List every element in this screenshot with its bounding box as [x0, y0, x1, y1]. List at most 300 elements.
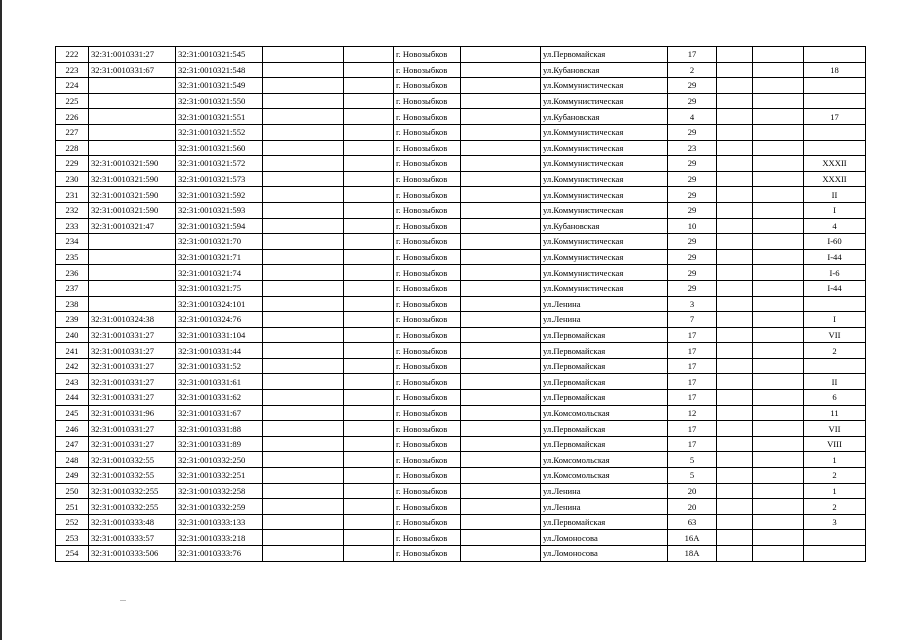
cadastral-number-cell: 32:31:0010333:218 [176, 530, 263, 546]
empty-cell [263, 514, 344, 530]
empty-cell [263, 171, 344, 187]
street-cell: ул.Первомайская [541, 47, 668, 63]
house-number-cell: 29 [668, 156, 717, 172]
house-number-cell: 5 [668, 468, 717, 484]
parent-cadastral-number-cell [89, 280, 176, 296]
empty-cell [461, 421, 541, 437]
table-row [56, 234, 866, 250]
house-number-cell: 29 [668, 280, 717, 296]
city-cell: г. Новозыбков [394, 62, 461, 78]
mark-cell [753, 405, 804, 421]
city-cell: г. Новозыбков [394, 234, 461, 250]
apartment-number-cell: II [804, 187, 866, 203]
empty-cell [461, 327, 541, 343]
cadastral-number-cell: 32:31:0010321:74 [176, 265, 263, 281]
table-row [56, 78, 866, 94]
row-number-cell: 223 [56, 62, 89, 78]
city-cell: г. Новозыбков [394, 93, 461, 109]
mark-cell [753, 327, 804, 343]
row-number-cell: 233 [56, 218, 89, 234]
street-cell: ул.Коммунистическая [541, 171, 668, 187]
street-cell: ул.Первомайская [541, 374, 668, 390]
city-cell: г. Новозыбков [394, 109, 461, 125]
table-row [56, 218, 866, 234]
cadastral-number-cell: 32:31:0010321:552 [176, 124, 263, 140]
empty-cell [263, 265, 344, 281]
empty-cell [263, 452, 344, 468]
row-number-cell: 246 [56, 421, 89, 437]
empty-cell [263, 358, 344, 374]
row-number-cell: 249 [56, 468, 89, 484]
city-cell: г. Новозыбков [394, 78, 461, 94]
house-number-cell: 7 [668, 312, 717, 328]
mark-cell [753, 249, 804, 265]
row-number-cell: 227 [56, 124, 89, 140]
parent-cadastral-number-cell: 32:31:0010321:47 [89, 218, 176, 234]
empty-cell [344, 468, 394, 484]
city-cell: г. Новозыбков [394, 124, 461, 140]
mark-cell [753, 436, 804, 452]
table-row [56, 514, 866, 530]
house-number-cell: 23 [668, 140, 717, 156]
mark-cell [753, 234, 804, 250]
empty-cell [717, 234, 753, 250]
row-number-cell: 236 [56, 265, 89, 281]
empty-cell [461, 405, 541, 421]
row-number-cell: 245 [56, 405, 89, 421]
table-row [56, 358, 866, 374]
city-cell: г. Новозыбков [394, 374, 461, 390]
empty-cell [461, 78, 541, 94]
empty-cell [263, 296, 344, 312]
street-cell: ул.Ленина [541, 312, 668, 328]
empty-cell [717, 202, 753, 218]
parent-cadastral-number-cell: 32:31:0010331:27 [89, 343, 176, 359]
mark-cell [753, 187, 804, 203]
empty-cell [263, 234, 344, 250]
parent-cadastral-number-cell [89, 93, 176, 109]
empty-cell [344, 546, 394, 562]
empty-cell [263, 249, 344, 265]
table-row [56, 312, 866, 328]
table-row [56, 124, 866, 140]
empty-cell [263, 483, 344, 499]
row-number-cell: 243 [56, 374, 89, 390]
empty-cell [717, 327, 753, 343]
city-cell: г. Новозыбков [394, 546, 461, 562]
city-cell: г. Новозыбков [394, 327, 461, 343]
row-number-cell: 235 [56, 249, 89, 265]
mark-cell [753, 514, 804, 530]
house-number-cell: 17 [668, 343, 717, 359]
empty-cell [263, 78, 344, 94]
table-row [56, 156, 866, 172]
empty-cell [717, 436, 753, 452]
empty-cell [717, 93, 753, 109]
empty-cell [263, 499, 344, 515]
empty-cell [461, 390, 541, 406]
table-row [56, 109, 866, 125]
house-number-cell: 29 [668, 234, 717, 250]
empty-cell [344, 390, 394, 406]
empty-cell [461, 47, 541, 63]
apartment-number-cell: 2 [804, 499, 866, 515]
street-cell: ул.Первомайская [541, 327, 668, 343]
empty-cell [263, 140, 344, 156]
row-number-cell: 242 [56, 358, 89, 374]
street-cell: ул.Ленина [541, 483, 668, 499]
apartment-number-cell [804, 47, 866, 63]
mark-cell [753, 530, 804, 546]
empty-cell [717, 514, 753, 530]
city-cell: г. Новозыбков [394, 296, 461, 312]
mark-cell [753, 468, 804, 484]
mark-cell [753, 296, 804, 312]
house-number-cell: 3 [668, 296, 717, 312]
empty-cell [263, 405, 344, 421]
empty-cell [461, 187, 541, 203]
empty-cell [717, 546, 753, 562]
mark-cell [753, 280, 804, 296]
house-number-cell: 29 [668, 124, 717, 140]
row-number-cell: 224 [56, 78, 89, 94]
city-cell: г. Новозыбков [394, 140, 461, 156]
empty-cell [461, 249, 541, 265]
city-cell: г. Новозыбков [394, 343, 461, 359]
registry-body [56, 47, 866, 562]
mark-cell [753, 156, 804, 172]
apartment-number-cell: I [804, 202, 866, 218]
empty-cell [344, 234, 394, 250]
empty-cell [717, 109, 753, 125]
parent-cadastral-number-cell: 32:31:0010331:67 [89, 62, 176, 78]
empty-cell [344, 124, 394, 140]
row-number-cell: 222 [56, 47, 89, 63]
parent-cadastral-number-cell: 32:31:0010332:255 [89, 483, 176, 499]
empty-cell [461, 218, 541, 234]
table-row [56, 280, 866, 296]
mark-cell [753, 218, 804, 234]
empty-cell [344, 296, 394, 312]
mark-cell [753, 78, 804, 94]
street-cell: ул.Коммунистическая [541, 124, 668, 140]
empty-cell [263, 124, 344, 140]
cadastral-number-cell: 32:31:0010321:550 [176, 93, 263, 109]
empty-cell [717, 265, 753, 281]
cadastral-number-cell: 32:31:0010331:67 [176, 405, 263, 421]
mark-cell [753, 202, 804, 218]
scan-artifact [120, 600, 126, 601]
empty-cell [344, 280, 394, 296]
cadastral-number-cell: 32:31:0010321:572 [176, 156, 263, 172]
empty-cell [461, 124, 541, 140]
empty-cell [461, 62, 541, 78]
parent-cadastral-number-cell: 32:31:0010321:590 [89, 171, 176, 187]
empty-cell [717, 343, 753, 359]
parent-cadastral-number-cell: 32:31:0010331:27 [89, 390, 176, 406]
cadastral-number-cell: 32:31:0010332:259 [176, 499, 263, 515]
table-row [56, 296, 866, 312]
empty-cell [461, 156, 541, 172]
row-number-cell: 237 [56, 280, 89, 296]
cadastral-number-cell: 32:31:0010331:61 [176, 374, 263, 390]
mark-cell [753, 124, 804, 140]
house-number-cell: 29 [668, 202, 717, 218]
mark-cell [753, 390, 804, 406]
empty-cell [461, 358, 541, 374]
street-cell: ул.Первомайская [541, 358, 668, 374]
empty-cell [344, 249, 394, 265]
parent-cadastral-number-cell [89, 109, 176, 125]
city-cell: г. Новозыбков [394, 187, 461, 203]
empty-cell [461, 280, 541, 296]
empty-cell [344, 78, 394, 94]
parent-cadastral-number-cell: 32:31:0010331:27 [89, 436, 176, 452]
house-number-cell: 16А [668, 530, 717, 546]
mark-cell [753, 452, 804, 468]
street-cell: ул.Первомайская [541, 436, 668, 452]
empty-cell [263, 374, 344, 390]
cadastral-number-cell: 32:31:0010321:560 [176, 140, 263, 156]
cadastral-number-cell: 32:31:0010331:62 [176, 390, 263, 406]
city-cell: г. Новозыбков [394, 421, 461, 437]
empty-cell [461, 202, 541, 218]
parent-cadastral-number-cell: 32:31:0010333:48 [89, 514, 176, 530]
table-row [56, 62, 866, 78]
city-cell: г. Новозыбков [394, 483, 461, 499]
empty-cell [263, 202, 344, 218]
empty-cell [344, 312, 394, 328]
apartment-number-cell: VIII [804, 436, 866, 452]
empty-cell [717, 280, 753, 296]
table-row [56, 187, 866, 203]
parent-cadastral-number-cell: 32:31:0010331:27 [89, 358, 176, 374]
apartment-number-cell: 17 [804, 109, 866, 125]
mark-cell [753, 47, 804, 63]
cadastral-number-cell: 32:31:0010331:104 [176, 327, 263, 343]
parent-cadastral-number-cell: 32:31:0010333:57 [89, 530, 176, 546]
mark-cell [753, 343, 804, 359]
row-number-cell: 254 [56, 546, 89, 562]
cadastral-number-cell: 32:31:0010324:76 [176, 312, 263, 328]
street-cell: ул.Коммунистическая [541, 140, 668, 156]
cadastral-number-cell: 32:31:0010331:44 [176, 343, 263, 359]
empty-cell [717, 124, 753, 140]
table-row [56, 390, 866, 406]
house-number-cell: 29 [668, 265, 717, 281]
empty-cell [344, 530, 394, 546]
cadastral-number-cell: 32:31:0010332:250 [176, 452, 263, 468]
house-number-cell: 17 [668, 436, 717, 452]
parent-cadastral-number-cell [89, 124, 176, 140]
empty-cell [717, 499, 753, 515]
row-number-cell: 226 [56, 109, 89, 125]
empty-cell [461, 483, 541, 499]
empty-cell [344, 93, 394, 109]
house-number-cell: 4 [668, 109, 717, 125]
empty-cell [461, 530, 541, 546]
empty-cell [717, 312, 753, 328]
parent-cadastral-number-cell [89, 234, 176, 250]
table-row [56, 499, 866, 515]
parent-cadastral-number-cell: 32:31:0010333:506 [89, 546, 176, 562]
row-number-cell: 244 [56, 390, 89, 406]
street-cell: ул.Коммунистическая [541, 234, 668, 250]
city-cell: г. Новозыбков [394, 249, 461, 265]
empty-cell [263, 530, 344, 546]
empty-cell [344, 156, 394, 172]
city-cell: г. Новозыбков [394, 280, 461, 296]
cadastral-number-cell: 32:31:0010321:75 [176, 280, 263, 296]
empty-cell [717, 483, 753, 499]
table-row [56, 249, 866, 265]
street-cell: ул.Коммунистическая [541, 93, 668, 109]
parent-cadastral-number-cell: 32:31:0010331:27 [89, 47, 176, 63]
cadastral-number-cell: 32:31:0010332:251 [176, 468, 263, 484]
table-row [56, 452, 866, 468]
apartment-number-cell: 6 [804, 390, 866, 406]
table-row [56, 140, 866, 156]
city-cell: г. Новозыбков [394, 390, 461, 406]
apartment-number-cell: VII [804, 421, 866, 437]
parent-cadastral-number-cell [89, 296, 176, 312]
cadastral-number-cell: 32:31:0010333:76 [176, 546, 263, 562]
street-cell: ул.Ленина [541, 296, 668, 312]
empty-cell [461, 514, 541, 530]
row-number-cell: 231 [56, 187, 89, 203]
house-number-cell: 17 [668, 421, 717, 437]
street-cell: ул.Кубановская [541, 62, 668, 78]
mark-cell [753, 171, 804, 187]
row-number-cell: 229 [56, 156, 89, 172]
city-cell: г. Новозыбков [394, 171, 461, 187]
street-cell: ул.Комсомольская [541, 452, 668, 468]
empty-cell [461, 436, 541, 452]
empty-cell [717, 405, 753, 421]
empty-cell [717, 390, 753, 406]
apartment-number-cell [804, 124, 866, 140]
cadastral-number-cell: 32:31:0010321:592 [176, 187, 263, 203]
parent-cadastral-number-cell: 32:31:0010331:27 [89, 421, 176, 437]
cadastral-number-cell: 32:31:0010321:594 [176, 218, 263, 234]
street-cell: ул.Коммунистическая [541, 156, 668, 172]
parent-cadastral-number-cell: 32:31:0010321:590 [89, 202, 176, 218]
empty-cell [344, 436, 394, 452]
mark-cell [753, 358, 804, 374]
empty-cell [344, 109, 394, 125]
row-number-cell: 240 [56, 327, 89, 343]
cadastral-number-cell: 32:31:0010331:88 [176, 421, 263, 437]
row-number-cell: 225 [56, 93, 89, 109]
row-number-cell: 251 [56, 499, 89, 515]
empty-cell [461, 171, 541, 187]
empty-cell [717, 171, 753, 187]
street-cell: ул.Кубановская [541, 218, 668, 234]
scan-edge [0, 0, 2, 640]
street-cell: ул.Коммунистическая [541, 265, 668, 281]
empty-cell [461, 296, 541, 312]
empty-cell [344, 421, 394, 437]
empty-cell [344, 171, 394, 187]
mark-cell [753, 499, 804, 515]
empty-cell [461, 265, 541, 281]
empty-cell [263, 280, 344, 296]
house-number-cell: 29 [668, 249, 717, 265]
table-row [56, 436, 866, 452]
mark-cell [753, 483, 804, 499]
row-number-cell: 238 [56, 296, 89, 312]
house-number-cell: 29 [668, 187, 717, 203]
empty-cell [717, 187, 753, 203]
house-number-cell: 17 [668, 47, 717, 63]
cadastral-number-cell: 32:31:0010332:258 [176, 483, 263, 499]
cadastral-number-cell: 32:31:0010321:545 [176, 47, 263, 63]
empty-cell [344, 265, 394, 281]
apartment-number-cell: I-44 [804, 280, 866, 296]
empty-cell [461, 312, 541, 328]
cadastral-number-cell: 32:31:0010331:52 [176, 358, 263, 374]
city-cell: г. Новозыбков [394, 47, 461, 63]
cadastral-number-cell: 32:31:0010321:551 [176, 109, 263, 125]
empty-cell [344, 514, 394, 530]
empty-cell [461, 374, 541, 390]
empty-cell [344, 62, 394, 78]
parent-cadastral-number-cell [89, 249, 176, 265]
street-cell: ул.Первомайская [541, 514, 668, 530]
empty-cell [461, 93, 541, 109]
empty-cell [344, 452, 394, 468]
empty-cell [344, 499, 394, 515]
table-row [56, 530, 866, 546]
empty-cell [717, 62, 753, 78]
empty-cell [461, 499, 541, 515]
apartment-number-cell: 18 [804, 62, 866, 78]
row-number-cell: 241 [56, 343, 89, 359]
empty-cell [461, 546, 541, 562]
apartment-number-cell [804, 296, 866, 312]
house-number-cell: 17 [668, 358, 717, 374]
row-number-cell: 253 [56, 530, 89, 546]
city-cell: г. Новозыбков [394, 265, 461, 281]
house-number-cell: 18А [668, 546, 717, 562]
mark-cell [753, 374, 804, 390]
empty-cell [344, 218, 394, 234]
empty-cell [461, 109, 541, 125]
street-cell: ул.Первомайская [541, 343, 668, 359]
empty-cell [263, 546, 344, 562]
cadastral-number-cell: 32:31:0010321:549 [176, 78, 263, 94]
city-cell: г. Новозыбков [394, 468, 461, 484]
empty-cell [344, 374, 394, 390]
parent-cadastral-number-cell: 32:31:0010332:55 [89, 468, 176, 484]
empty-cell [344, 47, 394, 63]
empty-cell [344, 405, 394, 421]
apartment-number-cell: VII [804, 327, 866, 343]
empty-cell [263, 312, 344, 328]
house-number-cell: 5 [668, 452, 717, 468]
street-cell: ул.Ломоносова [541, 530, 668, 546]
empty-cell [717, 78, 753, 94]
street-cell: ул.Коммунистическая [541, 78, 668, 94]
empty-cell [263, 93, 344, 109]
table-row [56, 202, 866, 218]
table-row [56, 93, 866, 109]
row-number-cell: 228 [56, 140, 89, 156]
street-cell: ул.Комсомольская [541, 405, 668, 421]
parent-cadastral-number-cell [89, 140, 176, 156]
parent-cadastral-number-cell: 32:31:0010321:590 [89, 156, 176, 172]
apartment-number-cell: II [804, 374, 866, 390]
